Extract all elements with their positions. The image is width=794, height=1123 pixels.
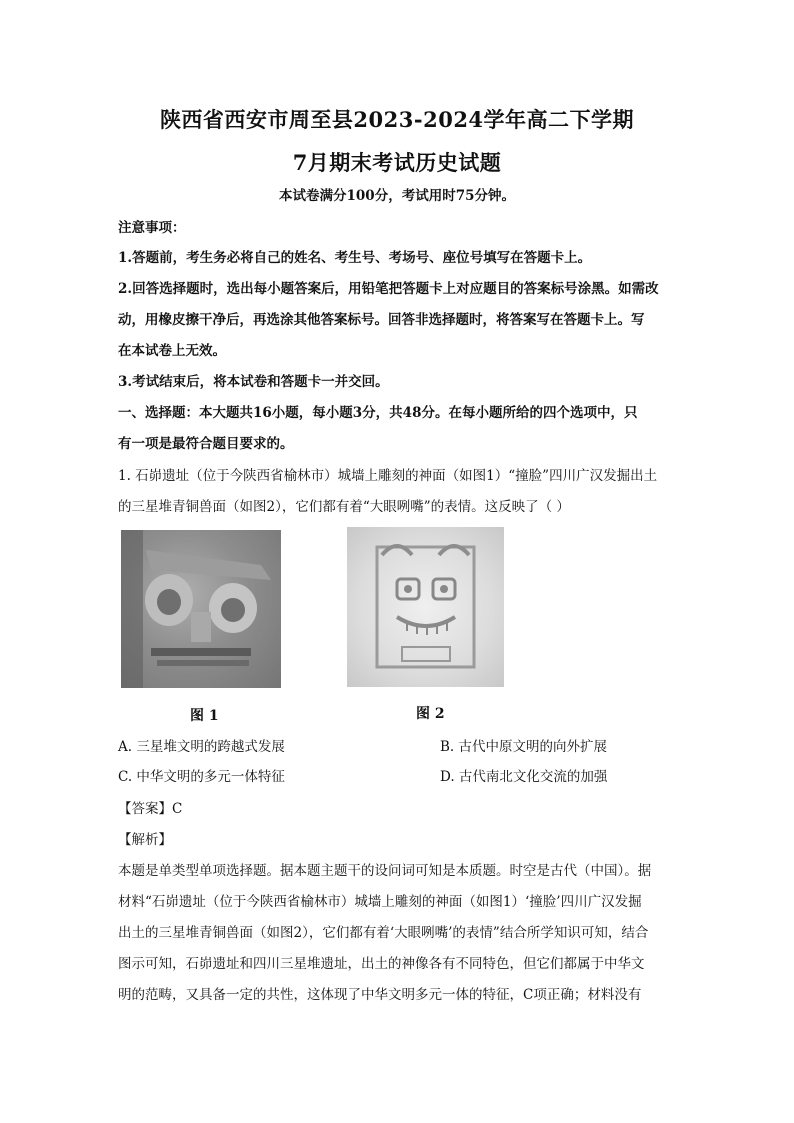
- analysis-line4: 图示可知，石峁遗址和四川三星堆遗址，出土的神像各有不同特色，但它们都属于中华文: [118, 956, 645, 972]
- figure-2-caption: 图 2: [416, 706, 445, 722]
- analysis-heading: 【解析】: [118, 832, 172, 848]
- section-heading-line1: 一、选择题：本大题共16小题，每小题3分，共48分。在每小题所给的四个选项中，只: [118, 405, 638, 421]
- notes-item-2-line1: 2.回答选择题时，选出每小题答案后，用铅笔把答题卡上对应题目的答案标号涂黑。如需改: [118, 281, 659, 297]
- notes-item-3: 3.考试结束后，将本试卷和答题卡一并交回。: [118, 374, 389, 390]
- answer-line: 【答案】C: [118, 801, 183, 817]
- exam-subtitle: 本试卷满分100分，考试用时75分钟。: [279, 188, 515, 204]
- option-c: C. 中华文明的多元一体特征: [118, 769, 285, 785]
- exam-title-line1: 陕西省西安市周至县2023-2024学年高二下学期: [159, 107, 635, 132]
- notes-item-2-line3: 在本试卷上无效。: [118, 343, 226, 359]
- bronze-mask-graphic: [347, 527, 504, 687]
- analysis-line3: 出土的三星堆青铜兽面（如图2），它们都有着‘大眼咧嘴’的表情”结合所学知识可知，结合: [118, 925, 649, 941]
- analysis-line1: 本题是单类型单项选择题。据本题主题干的设问词可知是本质题。时空是古代（中国）。据: [118, 863, 652, 879]
- analysis-line2: 材料“石峁遗址（位于今陕西省榆林市）城墙上雕刻的神面（如图1）‘撞脸’四川广汉发掘: [118, 894, 642, 910]
- analysis-line5: 明的范畴，又具备一定的共性，这体现了中华文明多元一体的特征，C项正确；材料没有: [118, 987, 642, 1003]
- figure-2-image: [347, 527, 504, 687]
- option-d: D. 古代南北文化交流的加强: [440, 769, 608, 785]
- question-1-stem-line1: 1. 石峁遗址（位于今陕西省榆林市）城墙上雕刻的神面（如图1）“撞脸”四川广汉发掘出土: [118, 468, 658, 484]
- figure-1-caption: 图 1: [190, 708, 219, 724]
- exam-title-line2: 7月期末考试历史试题: [292, 150, 502, 175]
- figure-1-image: [121, 530, 281, 688]
- question-1-stem-line2: 的三星堆青铜兽面（如图2），它们都有着“大眼咧嘴”的表情。这反映了（ ）: [118, 499, 570, 515]
- notes-item-1: 1.答题前，考生务必将自己的姓名、考生号、考场号、座位号填写在答题卡上。: [118, 250, 592, 266]
- stone-face-graphic: [121, 530, 281, 688]
- notes-item-2-line2: 动，用橡皮擦干净后，再选涂其他答案标号。回答非选择题时，将答案写在答题卡上。写: [118, 312, 645, 328]
- option-a: A. 三星堆文明的跨越式发展: [118, 739, 285, 755]
- option-b: B. 古代中原文明的向外扩展: [440, 739, 608, 755]
- notes-heading: 注意事项：: [118, 220, 186, 236]
- section-heading-line2: 有一项是最符合题目要求的。: [118, 436, 294, 452]
